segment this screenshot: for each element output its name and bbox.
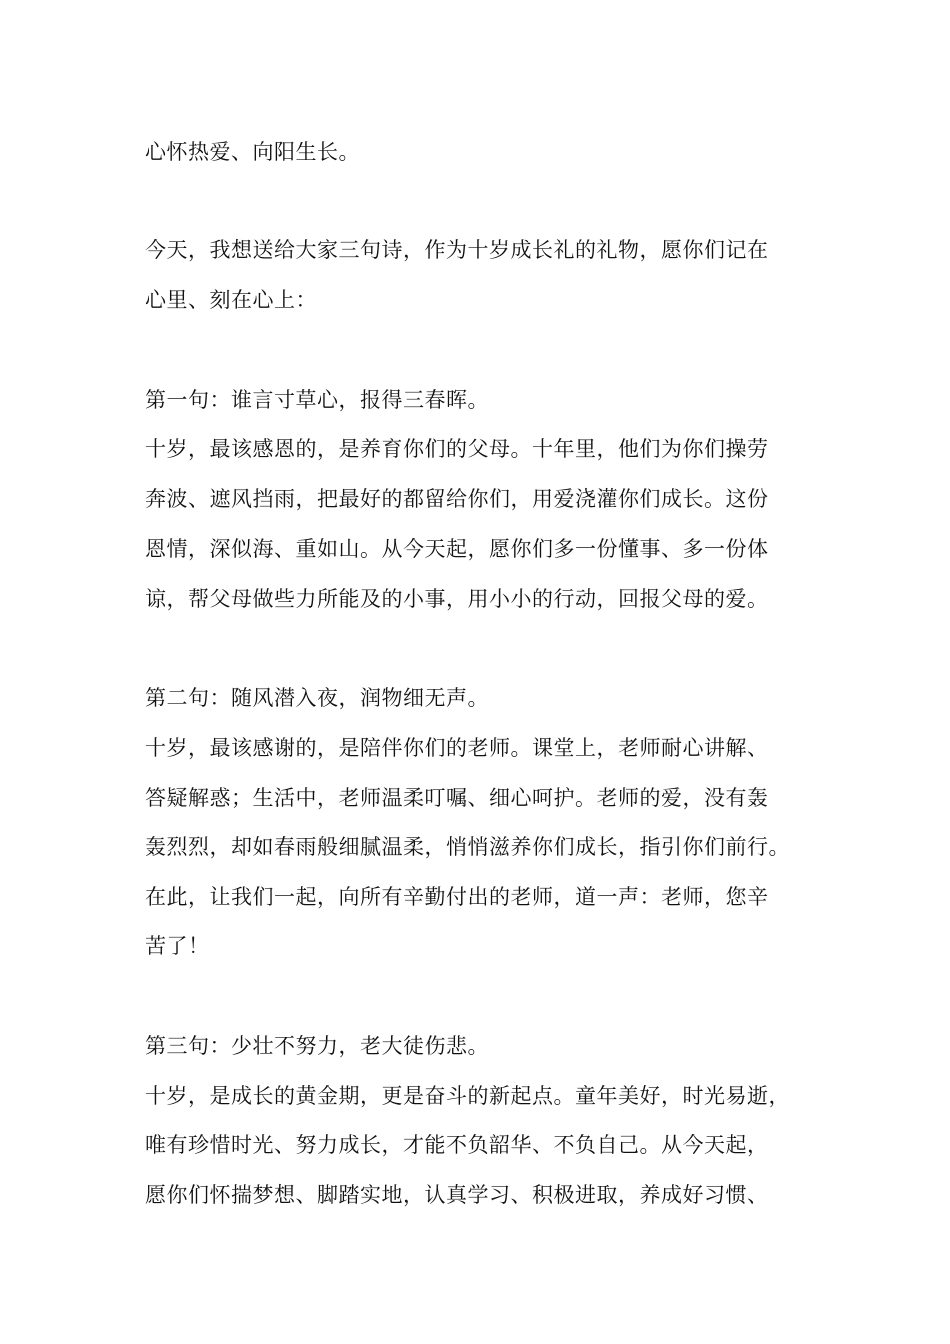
text-line: 轰烈烈，却如春雨般细腻温柔，悄悄滋养你们成长，指引你们前行。 [145,835,790,859]
text-line: 答疑解惑；生活中，老师温柔叮嘱、细心呵护。老师的爱，没有轰 [145,786,769,810]
text-line: 愿你们怀揣梦想、脚踏实地，认真学习、积极进取，养成好习惯、 [145,1183,769,1207]
poem-heading: 第一句：谁言寸草心，报得三春晖。 [145,388,489,412]
poem-heading: 第二句：随风潜入夜，润物细无声。 [145,686,489,710]
poem-heading: 第三句：少壮不努力，老大徒伤悲。 [145,1034,489,1058]
text-line: 谅，帮父母做些力所能及的小事，用小小的行动，回报父母的爱。 [145,587,769,611]
text-line: 十岁，最该感恩的，是养育你们的父母。十年里，他们为你们操劳 [145,437,769,461]
text-line: 恩情，深似海、重如山。从今天起，愿你们多一份懂事、多一份体 [145,537,769,561]
text-line: 今天，我想送给大家三句诗，作为十岁成长礼的礼物，愿你们记在 [145,238,769,262]
text-line: 苦了！ [145,934,210,958]
text-line: 奔波、遮风挡雨，把最好的都留给你们，用爱浇灌你们成长。这份 [145,487,769,511]
text-line: 唯有珍惜时光、努力成长，才能不负韶华、不负自己。从今天起， [145,1133,769,1157]
text-line: 心怀热爱、向阳生长。 [145,140,360,164]
text-line: 在此，让我们一起，向所有辛勤付出的老师，道一声：老师，您辛 [145,885,769,909]
text-line: 十岁，是成长的黄金期，更是奋斗的新起点。童年美好，时光易逝， [145,1084,790,1108]
text-line: 心里、刻在心上： [145,288,317,312]
text-line: 十岁，最该感谢的，是陪伴你们的老师。课堂上，老师耐心讲解、 [145,736,769,760]
